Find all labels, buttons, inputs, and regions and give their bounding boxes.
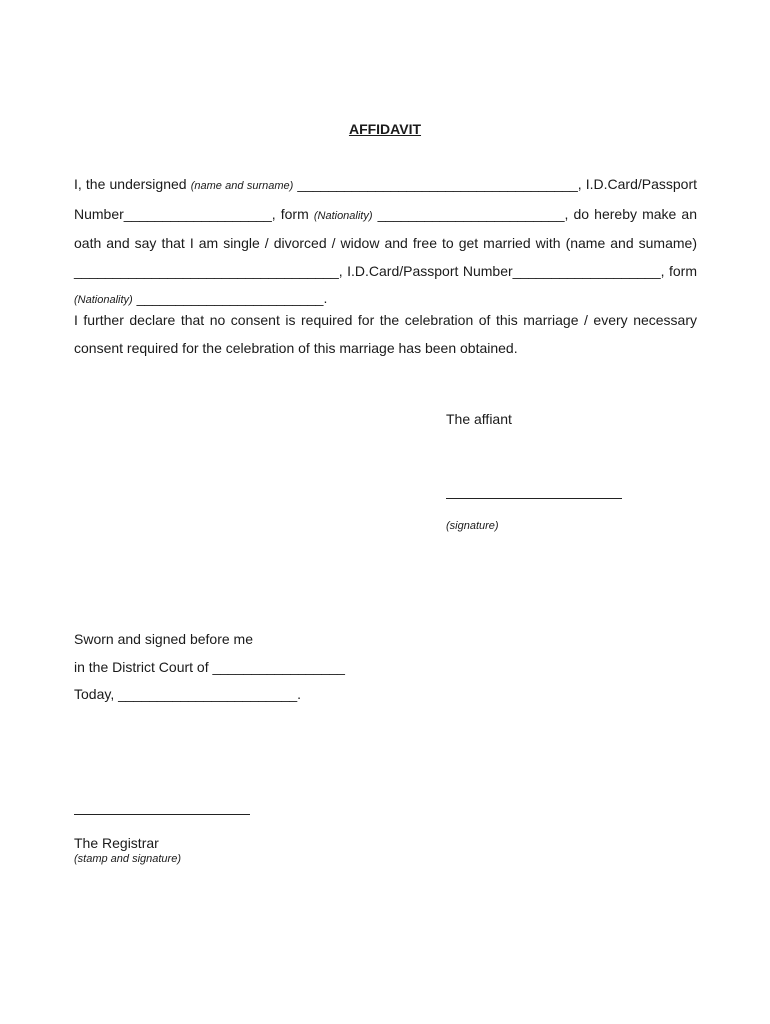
consent-paragraph: I further declare that no consent is required for the celebration of this marriage / every necessary consent required for the celebration of this marriage has been obtained. xyxy=(74,312,697,356)
para1-text-1: I, the undersigned xyxy=(74,176,191,192)
nationality-hint-1: (Nationality) xyxy=(313,209,373,222)
sworn-line-1: Sworn and signed before me xyxy=(74,631,253,647)
district-court-line: in the District Court of _________________ xyxy=(74,658,345,675)
registrar-label: The Registrar xyxy=(74,835,159,851)
nationality-hint-2: (Nationality) xyxy=(74,294,133,306)
registrar-stamp-label: (stamp and signature) xyxy=(74,853,181,865)
affiant-signature-label: (signature) xyxy=(446,520,499,532)
para1-text-4: ________________________. xyxy=(132,290,328,306)
registrar-signature-line xyxy=(74,814,250,815)
para1-text-2: ____________________________________, I.D.Card/Passport Number___________________, form xyxy=(74,176,698,222)
affiant-signature-line xyxy=(446,498,622,499)
para1-text-3: ________________________, do hereby make an oath and say that I am single / divorced / widow and free to get married with (name and sumame) __________________________________, I.D.Card/Passport Number___________________, form xyxy=(74,205,698,279)
affiant-label: The affiant xyxy=(446,411,512,427)
name-and-surname-hint: (name and surname) xyxy=(190,180,294,192)
today-line: Today, _______________________. xyxy=(74,686,302,702)
declaration-paragraph xyxy=(74,171,697,315)
sworn-block xyxy=(74,626,345,709)
document-title: AFFIDAVIT xyxy=(348,121,422,137)
